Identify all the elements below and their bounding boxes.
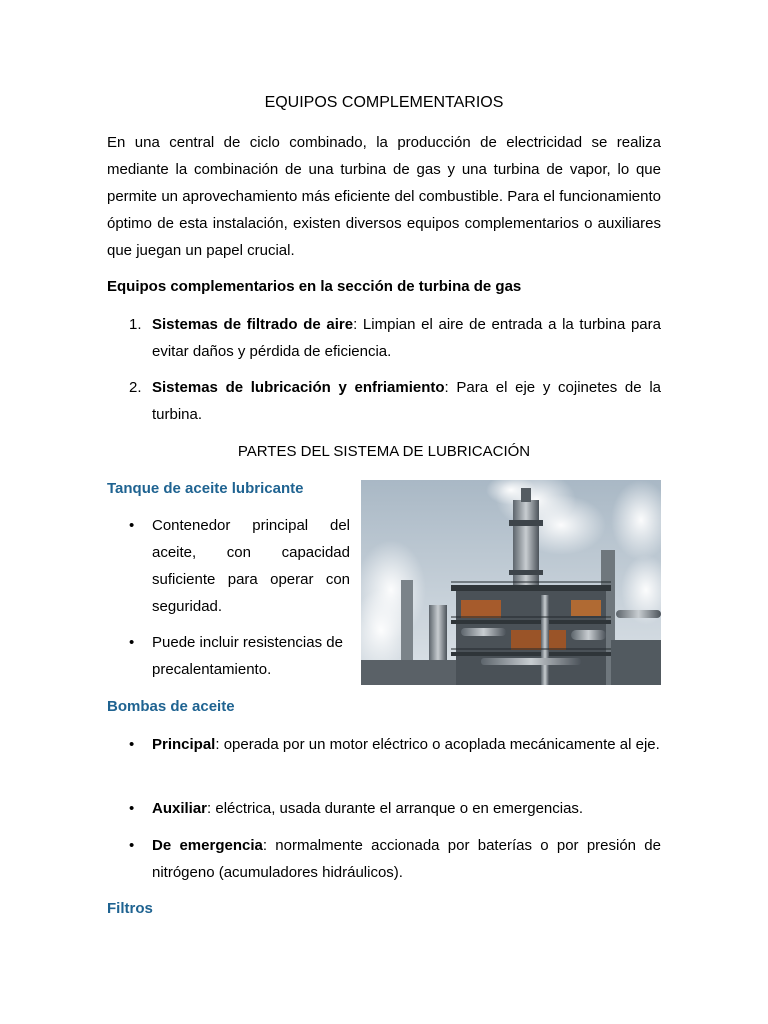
list-item-text: : operada por un motor eléctrico o acoplada mecánicamente al eje. [215, 736, 660, 753]
list-item [152, 731, 661, 758]
list-item [152, 374, 661, 428]
tank-heading: Tanque de aceite lubricante [107, 480, 304, 497]
bullet-icon: • [129, 837, 135, 854]
list-item: Contenedor principal del aceite, con capacidad suficiente para operar con seguridad. [152, 517, 350, 615]
bullet-icon: • [129, 800, 135, 817]
list-item [152, 795, 661, 822]
list-item-text: : eléctrica, usada durante el arranque o en emergencias. [207, 800, 584, 817]
list-number: 2. [129, 379, 142, 396]
list-item-text: : normalmente accionada por baterías o por presión de nitrógeno (acumuladores hidráulicos). [152, 837, 661, 881]
page-title: EQUIPOS COMPLEMENTARIOS [264, 94, 504, 111]
list-item: Puede incluir resistencias de precalentamiento. [152, 634, 343, 678]
bullet-icon: • [129, 634, 135, 651]
lubrication-heading: PARTES DEL SISTEMA DE LUBRICACIÓN [237, 443, 531, 460]
filters-heading: Filtros [107, 900, 153, 917]
list-item-label: Sistemas de lubricación y enfriamiento [152, 379, 445, 396]
list-item [152, 311, 661, 365]
list-item-label: Sistemas de filtrado de aire [152, 316, 354, 333]
list-item-label: De emergencia [152, 837, 263, 854]
pumps-heading: Bombas de aceite [107, 698, 235, 715]
list-item [152, 832, 661, 886]
power-plant-photo [361, 480, 661, 685]
list-item-text: : Para el eje y cojinetes de la turbina. [152, 379, 661, 423]
gas-section-heading: Equipos complementarios en la sección de turbina de gas [107, 278, 522, 295]
list-item-label: Auxiliar [152, 800, 208, 817]
list-number: 1. [129, 316, 142, 333]
intro-paragraph: En una central de ciclo combinado, la producción de electricidad se realiza mediante la combinación de una turbina de gas y una turbina de vapor, lo que permite un aprovechamiento más eficiente del combustible. Para el funcionamiento óptimo de esta instalación, existen diversos equipos complementarios o auxiliares que juegan un papel crucial. [107, 134, 661, 259]
power-plant-illustration [361, 480, 661, 685]
bullet-icon: • [129, 517, 135, 534]
list-item-label: Principal [152, 736, 216, 753]
list-item-text: : Limpian el aire de entrada a la turbina para evitar daños y pérdida de eficiencia. [152, 316, 661, 360]
bullet-icon: • [129, 736, 135, 753]
